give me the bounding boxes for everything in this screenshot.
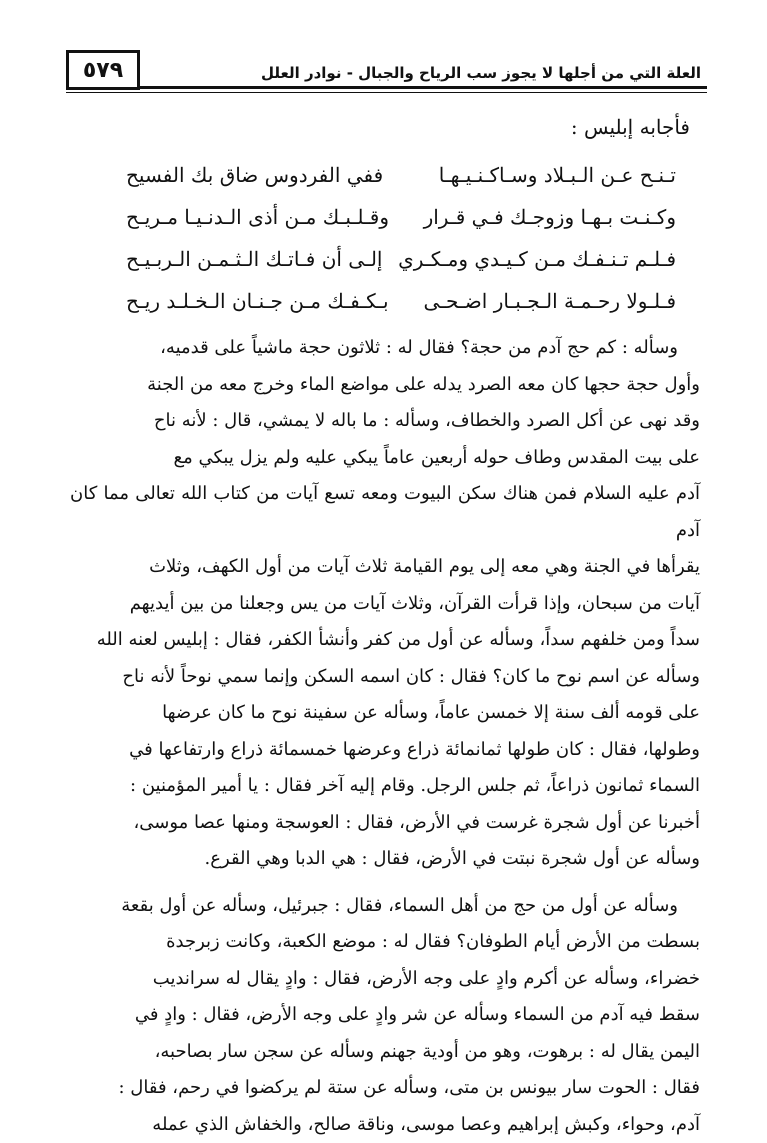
text-line: وأول حجة حجها كان معه الصرد يدله على مواضع الماء وخرج معه من الجنة	[70, 367, 700, 404]
poem-verse	[70, 154, 700, 196]
verse-first-hemistich: تـنـح عـن الـبـلاد وسـاكـنـيـهـا	[439, 163, 676, 187]
poem-verse	[70, 238, 700, 280]
verse-first-hemistich: وكـنـت بـهـا وزوجـك فـي قـرار	[424, 205, 676, 229]
text-line: وسأله : كم حج آدم من حجة؟ فقال له : ثلاثون حجة ماشياً على قدميه،	[70, 330, 700, 367]
verse-second-hemistich: ففي الفردوس ضاق بك الفسيح	[126, 163, 383, 187]
page-header	[66, 50, 707, 92]
running-title: العلة التي من أجلها لا يجوز سب الرياح والجبال - نوادر العلل	[261, 64, 701, 82]
text-line: اليمن يقال له : برهوت، وهو من أودية جهنم وسأله عن سجن سار بصاحبه،	[70, 1034, 700, 1071]
verse-second-hemistich: بـكـفـك مـن جـنـان الـخـلـد ريـح	[126, 289, 389, 313]
text-line: سداً ومن خلفهم سداً، وسأله عن أول من كفر وأنشأ الكفر، فقال : إبليس لعنه الله	[70, 622, 700, 659]
paragraph-2	[70, 888, 700, 1143]
intro-line: فأجابه إبليس :	[70, 112, 690, 142]
text-line: أخبرنا عن أول شجرة غرست في الأرض، فقال : العوسجة ومنها عصا موسى،	[70, 805, 700, 842]
text-line: وسأله عن أول من حج من أهل السماء، فقال : جبرئيل، وسأله عن أول بقعة	[70, 888, 700, 925]
verse-second-hemistich: إلـى أن فـاتـك الـثـمـن الـربـيـح	[126, 247, 382, 271]
text-line: سقط فيه آدم من السماء وسأله عن شر وادٍ على وجه الأرض، فقال : وادٍ في	[70, 997, 700, 1034]
text-line: خضراء، وسأله عن أكرم وادٍ على وجه الأرض، فقال : وادٍ يقال له سرانديب	[70, 961, 700, 998]
verse-second-hemistich: وقـلـبـك مـن أذى الـدنـيـا مـريـح	[126, 205, 389, 229]
paragraph-1	[70, 330, 700, 878]
text-line: فقال : الحوت سار بيونس بن متى، وسأله عن ستة لم يركضوا في رحم، فقال :	[70, 1070, 700, 1107]
text-line: وقد نهى عن أكل الصرد والخطاف، وسأله : ما باله لا يمشي، قال : لأنه ناح	[70, 403, 700, 440]
verse-first-hemistich: فـلـم تـنـفـك مـن كـيـدي ومـكـري	[398, 247, 676, 271]
text-line: آيات من سبحان، وإذا قرأت القرآن، وثلاث آيات من يس وجعلنا من بين أيديهم	[70, 586, 700, 623]
page-body	[70, 112, 700, 1143]
poem	[70, 154, 700, 322]
text-line: وسأله عن اسم نوح ما كان؟ فقال : كان اسمه السكن وإنما سمي نوحاً لأنه ناح	[70, 659, 700, 696]
text-line: بسطت من الأرض أيام الطوفان؟ فقال له : موضع الكعبة، وكانت زبرجدة	[70, 924, 700, 961]
text-line: آدم عليه السلام فمن هناك سكن البيوت ومعه تسع آيات من كتاب الله تعالى مما كان آدم	[70, 476, 700, 549]
text-line: وسأله عن أول شجرة نبتت في الأرض، فقال : هي الدبا وهي القرع.	[70, 841, 700, 878]
poem-verse	[70, 196, 700, 238]
text-line: على قومه ألف سنة إلا خمسن عاماً، وسأله عن سفينة نوح ما كان عرضها	[70, 695, 700, 732]
text-line: آدم، وحواء، وكبش إبراهيم وعصا موسى، وناقة صالح، والخفاش الذي عمله	[70, 1107, 700, 1143]
text-line: على بيت المقدس وطاف حوله أربعين عاماً يبكي عليه ولم يزل يبكي مع	[70, 440, 700, 477]
verse-first-hemistich: فـلـولا رحـمـة الـجـبـار اضـحـى	[424, 289, 677, 313]
header-rule-thin	[66, 92, 707, 93]
header-rule	[140, 86, 707, 89]
text-line: السماء ثمانون ذراعاً، ثم جلس الرجل. وقام إليه آخر فقال : يا أمير المؤمنين :	[70, 768, 700, 805]
text-line: وطولها، فقال : كان طولها ثمانمائة ذراع وعرضها خمسمائة ذراع وارتفاعها في	[70, 732, 700, 769]
poem-verse	[70, 280, 700, 322]
text-line: يقرأها في الجنة وهي معه إلى يوم القيامة ثلاث آيات من أول الكهف، وثلاث	[70, 549, 700, 586]
page-number: ٥٧٩	[66, 50, 140, 90]
